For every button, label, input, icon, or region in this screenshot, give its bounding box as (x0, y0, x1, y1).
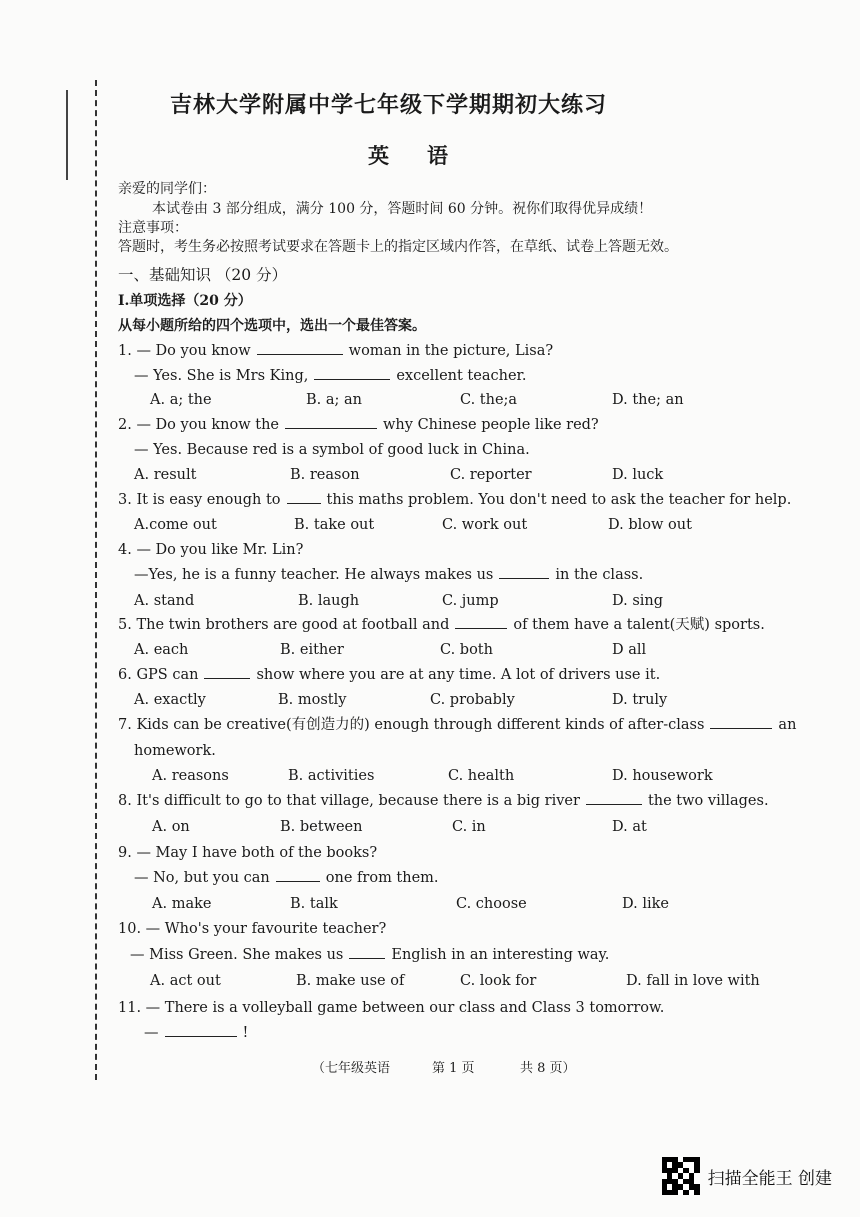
answer-blank (276, 880, 320, 882)
option-a: A. reasons (152, 768, 229, 784)
question-text: show where you are at any time. A lot of drivers use it. (256, 667, 661, 683)
option-c: C. choose (456, 896, 527, 912)
question-text: this maths problem. You don't need to ask the teacher for help. (326, 492, 792, 508)
option-c: C. in (452, 819, 486, 835)
option-c: C. both (440, 642, 493, 658)
question-10-line1: 10. — Who's your favourite teacher? (118, 921, 387, 937)
option-c: C. jump (442, 593, 499, 609)
option-b: B. mostly (278, 692, 347, 708)
footer-page: 第 1 页 (432, 1061, 475, 1076)
option-d: D. the; an (612, 392, 684, 408)
greeting: 亲爱的同学们： (118, 181, 216, 197)
question-10-line2 (130, 948, 609, 963)
watermark-text: 扫描全能王 创建 (707, 1168, 832, 1189)
option-a: A.come out (134, 517, 217, 533)
answer-blank (314, 378, 390, 380)
option-c: C. look for (460, 973, 537, 989)
question-6-line1 (118, 668, 660, 683)
question-text: 2. — Do you know the (118, 417, 280, 433)
part-heading: I.单项选择（20 分） (118, 293, 252, 309)
question-text: English in an interesting way. (391, 947, 610, 963)
question-2-line1 (118, 418, 599, 433)
option-a: A. exactly (134, 692, 206, 708)
question-text: woman in the picture, Lisa? (348, 343, 554, 359)
option-c: C. work out (442, 517, 528, 533)
answer-blank (710, 727, 772, 729)
option-b: B. either (280, 642, 344, 658)
option-c: C. health (448, 768, 515, 784)
option-b: B. talk (290, 896, 338, 912)
exam-title: 吉林大学附属中学七年级下学期期初大练习 (170, 92, 608, 118)
binding-mark (66, 90, 68, 180)
option-c: C. probably (430, 692, 515, 708)
option-d: D. truly (612, 692, 668, 708)
option-d: D. housework (612, 768, 713, 784)
option-b: B. between (280, 819, 363, 835)
question-7-line2: homework. (134, 743, 216, 759)
question-text: — Miss Green. She makes us (130, 947, 344, 963)
answer-blank (285, 427, 377, 429)
question-text: an (778, 717, 797, 733)
option-a: A. result (134, 467, 197, 483)
option-d: D. at (612, 819, 647, 835)
answer-blank (455, 627, 507, 629)
qr-code-icon (662, 1157, 700, 1195)
question-text: —Yes, he is a funny teacher. He always makes us (134, 567, 494, 583)
question-text: 1. — Do you know (118, 343, 251, 359)
question-text: in the class. (555, 567, 644, 583)
subject-title: 英语 (368, 143, 486, 168)
answer-blank (165, 1035, 237, 1037)
question-text: why Chinese people like red? (383, 417, 599, 433)
question-text: 6. GPS can (118, 667, 199, 683)
option-b: B. make use of (296, 973, 405, 989)
answer-blank (349, 957, 385, 959)
question-text: excellent teacher. (396, 368, 527, 384)
option-b: B. reason (290, 467, 360, 483)
option-b: B. take out (294, 517, 375, 533)
question-text: of them have a talent(天赋) sports. (513, 617, 765, 633)
option-b: B. activities (288, 768, 375, 784)
answer-blank (499, 577, 549, 579)
answer-blank (204, 677, 250, 679)
answer-blank (257, 353, 343, 355)
option-b: B. a; an (306, 392, 362, 408)
option-a: A. act out (150, 973, 221, 989)
option-a: A. stand (134, 593, 195, 609)
option-d: D. like (622, 896, 669, 912)
section-heading: 一、基础知识 （20 分） (118, 266, 288, 284)
question-3-line1 (118, 493, 791, 508)
question-8-line1 (118, 794, 769, 809)
question-text: 5. The twin brothers are good at football and (118, 617, 450, 633)
option-a: A. make (152, 896, 212, 912)
option-c: C. reporter (450, 467, 532, 483)
option-d: D. luck (612, 467, 664, 483)
question-11-line2 (144, 1026, 248, 1041)
option-b: B. laugh (298, 593, 360, 609)
option-d: D. sing (612, 593, 664, 609)
question-text: one from them. (325, 870, 439, 886)
question-text: 8. It's difficult to go to that village, because there is a big river (118, 793, 580, 809)
question-text: 3. It is easy enough to (118, 492, 281, 508)
question-9-line2 (134, 871, 439, 886)
option-c: C. the;a (460, 392, 518, 408)
question-2-line2: — Yes. Because red is a symbol of good luck in China. (134, 442, 530, 458)
question-4-line2 (134, 568, 643, 583)
answer-blank (287, 502, 321, 504)
question-1-line2 (134, 369, 526, 384)
option-a: A. a; the (150, 392, 212, 408)
question-text: — No, but you can (134, 870, 270, 886)
answer-blank (586, 803, 642, 805)
option-a: A. on (152, 819, 190, 835)
question-4-line1: 4. — Do you like Mr. Lin? (118, 542, 304, 558)
question-11-line1: 11. — There is a volleyball game between our class and Class 3 tomorrow. (118, 1000, 665, 1016)
option-a: A. each (134, 642, 189, 658)
option-d: D. blow out (608, 517, 692, 533)
exam-description: 本试卷由 3 部分组成，满分 100 分，答题时间 60 分钟。祝你们取得优异成绩！ (152, 201, 653, 217)
footer-course: （七年级英语 (312, 1061, 391, 1076)
instruction: 从每小题所给的四个选项中，选出一个最佳答案。 (118, 318, 426, 334)
scanner-watermark (662, 1157, 832, 1195)
notice-text: 答题时，考生务必按照考试要求在答题卡上的指定区域内作答，在草纸、试卷上答题无效。 (118, 239, 678, 255)
question-9-line1: 9. — May I have both of the books? (118, 845, 378, 861)
question-1-line1 (118, 344, 553, 359)
question-text: ! (242, 1025, 249, 1041)
option-d: D all (612, 642, 647, 658)
footer-total: 共 8 页） (520, 1061, 576, 1076)
option-d: D. fall in love with (626, 973, 760, 989)
question-5-line1 (118, 618, 765, 633)
question-text: — Yes. She is Mrs King, (134, 368, 309, 384)
question-text: 7. Kids can be creative(有创造力的) enough through different kinds of after-class (118, 717, 705, 733)
notice-label: 注意事项： (118, 220, 188, 236)
question-7-line1 (118, 718, 796, 733)
question-text: the two villages. (647, 793, 769, 809)
question-text: — (144, 1025, 159, 1041)
binding-line (95, 80, 103, 1080)
